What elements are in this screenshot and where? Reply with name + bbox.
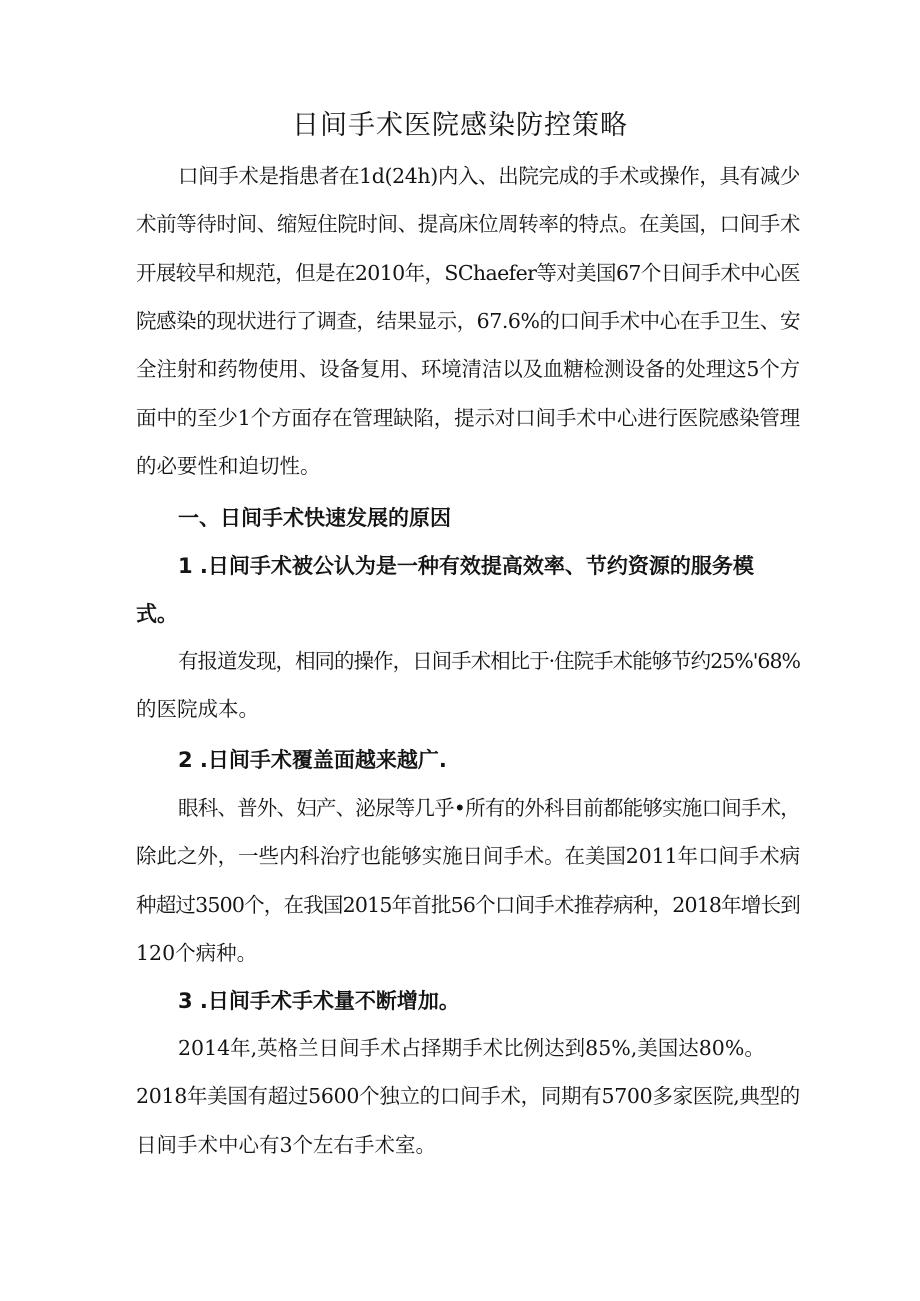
body-line: 的医院成本。: [136, 697, 259, 721]
intro-line: 面中的至少1个方面存在管理缺陷，提示对口间手术中心进行医院感染管理: [136, 406, 800, 430]
subsection-heading: 3 .日间手术手术量不断增加。: [178, 989, 460, 1013]
body-line: 2014年,英格兰日间手术占择期手术比例达到85%,美国达80%。: [178, 1036, 765, 1060]
subsection-heading: 1 .日间手术被公认为是一种有效提高效率、节约资源的服务模: [178, 554, 754, 578]
intro-line: 全注射和药物使用、设备复用、环境清洁以及血糖检测设备的处理这5个方: [136, 357, 800, 381]
subsection-heading: 2 .日间手术覆盖面越来越广.: [178, 748, 447, 772]
body-line: 2018年美国有超过5600个独立的口间手术，同期有5700多家医院,典型的: [136, 1084, 800, 1108]
intro-line: 开展较早和规范，但是在2010年，SChaefer等对美国67个日间手术中心医: [136, 261, 800, 285]
intro-line: 院感染的现状进行了调查，结果显示，67.6%的口间手术中心在手卫生、安: [136, 309, 800, 333]
intro-line: 术前等待时间、缩短住院时间、提高床位周转率的特点。在美国，口间手术: [136, 212, 800, 236]
body-line: 120个病种。: [136, 941, 258, 965]
body-line: 种超过3500个，在我国2015年首批56个口间手术推荐病种，2018年增长到: [136, 893, 800, 917]
body-line: 除此之外，一些内科治疗也能够实施日间手术。在美国2011年口间手术病: [136, 844, 800, 868]
body-line: 日间手术中心有3个左右手术室。: [136, 1133, 437, 1157]
body-line: 有报道发现，相同的操作，日间手术相比于·住院手术能够节约25%'68%: [178, 649, 800, 673]
intro-line: 口间手术是指患者在1d(24h)内入、出院完成的手术或操作，具有减少: [178, 164, 800, 188]
body-line: 眼科、普外、妇产、泌尿等几乎•所有的外科目前都能够实施口间手术，: [178, 796, 800, 820]
intro-line: 的必要性和迫切性。: [136, 454, 321, 478]
document-title: 日间手术医院感染防控策略: [292, 110, 628, 141]
subsection-heading: 式。: [136, 602, 178, 626]
section-heading: 一、日间手术快速发展的原因: [178, 506, 451, 530]
